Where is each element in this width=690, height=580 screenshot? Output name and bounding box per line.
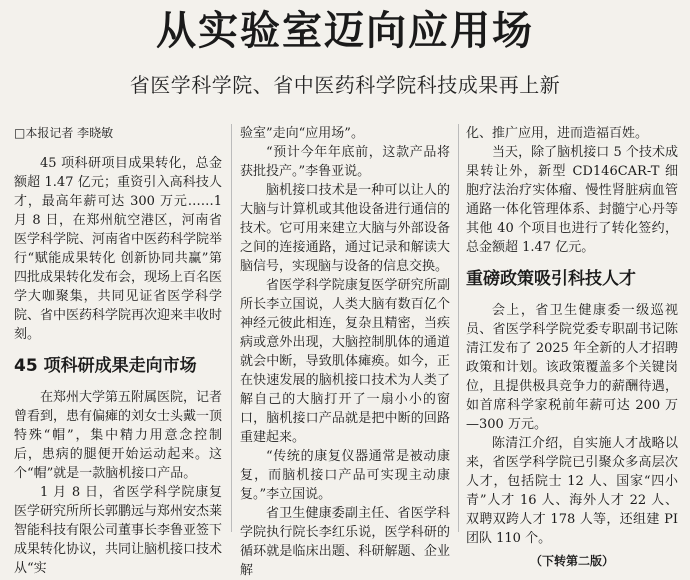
paragraph: “传统的康复仪器通常是被动康复，而脑机接口产品可实现主动康复。”李立国说。 xyxy=(240,449,450,502)
paragraph: 省医学科学院康复医学研究所副所长李立国说，人类大脑有数百亿个神经元彼此相连，复杂且精密，当疾病或意外出现，大脑控制肌体的通道就会中断，导致肌体瘫痪。如今，正在快速发展的脑机接口技术为人类了解自己的大脑打开了一扇小小的窗口，脑机接口产品就是把中断的回路重建起来。 xyxy=(240,278,450,445)
paragraph: 验室”走向“应用场”。 xyxy=(240,126,364,141)
paragraph: 陈清江介绍，自实施人才战略以来，省医学科学院已引聚众多高层次人才，包括院士 12 人、国家“四小青”人才 16 人、海外人才 22 人、双聘双跨人才 178 人等，还组建 PI 团队 110 个。 xyxy=(466,436,678,546)
column-divider xyxy=(458,124,459,532)
paragraph: 省卫生健康委副主任、省医学科学院执行院长李红乐说，医学科研的循环就是临床出题、科研解题、企业解 xyxy=(240,506,450,578)
paragraph: 当天，除了脑机接口 5 个技术成果转让外，新型 CD146CAR-T 细胞疗法治疗实体瘤、慢性肾脏病血管通路一体化管理体系、封髓宁心丹等其他 40 个项目也进行了转化签约，总金额超 1.47 亿元。 xyxy=(466,145,678,255)
article-column-2 xyxy=(240,124,450,578)
paragraph: 在郑州大学第五附属医院，记者曾看到，患有偏瘫的刘女士头戴一顶特殊“帽”，集中精力用意念控制后，患病的腿便开始运动起来。这个“帽”就是一款脑机接口产品。 xyxy=(14,390,223,481)
paragraph: 化、推广应用，进而造福百姓。 xyxy=(466,126,649,141)
paragraph: 会上，省卫生健康委一级巡视员、省医学科学院党委专职副书记陈清江发布了 2025 年全新的人才招聘政策和计划。该政策覆盖多个关键岗位，且提供极具竞争力的薪酬待遇，如首席科学家税前年薪可达 200 万—300 万元。 xyxy=(466,303,678,432)
paragraph: 1 月 8 日，省医学科学院康复医学研究所所长郭鹏远与郑州安杰莱智能科技有限公司董事长李鲁亚签下成果转化协议，共同让脑机接口技术从“实 xyxy=(14,485,223,576)
continued-on-page-note: （下转第二版） xyxy=(529,554,614,568)
paragraph: “预计今年年底前，这款产品将获批投产。”李鲁亚说。 xyxy=(240,145,450,179)
subheadline: 省医学科学院、省中医药科学院科技成果再上新 xyxy=(129,73,561,97)
article-column-1 xyxy=(14,124,223,576)
article-column-3 xyxy=(466,124,678,568)
section-subtitle: 重磅政策吸引科技人才 xyxy=(466,269,636,289)
paragraph: 脑机接口技术是一种可以让人的大脑与计算机或其他设备进行通信的技术。它可用来建立大脑与外部设备之间的连接通路，通过记录和解读大脑信号，实现脑与设备的信息交换。 xyxy=(240,183,450,274)
section-subtitle: 45 项科研成果走向市场 xyxy=(14,356,197,376)
headline: 从实验室迈向应用场 xyxy=(156,8,534,54)
column-divider xyxy=(231,124,232,532)
paragraph: 45 项科研项目成果转化，总金额超 1.47 亿元；重资引入高科技人才，最高年薪可达 300 万元……1 月 8 日，在郑州航空港区，河南省医学科学院、河南省中医药科学院举行“赋能成果转化 创新协同共赢”第四批成果转化发布会，现场上百名医学大咖聚集，共同见证省医学科学院、省中医药科学院再次迎来丰收时刻。 xyxy=(14,156,223,342)
byline: □本报记者 李晓敏 xyxy=(14,126,114,140)
